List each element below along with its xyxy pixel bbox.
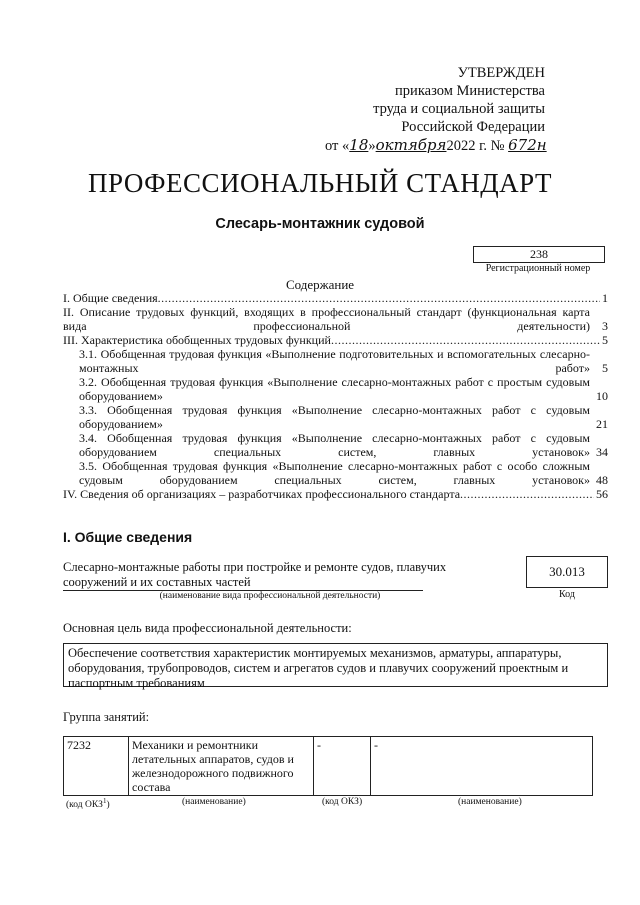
table-of-contents [63,291,608,501]
toc-entry[interactable] [63,347,608,375]
okz-code: 7232 [64,737,129,796]
toc-entry-text: 3.5. Обобщенная трудовая функция «Выполнение слесарно-монтажных работ с особо сложным судовым оборудованием специальных систем, главных установок» [79,459,590,487]
activity-kind: Слесарно-монтажные работы при постройке и ремонте судов, плавучих сооружений и их составных частей [63,560,447,589]
toc-entry[interactable] [63,403,608,431]
okz-name: - [371,737,593,796]
okz-code: - [314,737,371,796]
toc-entry[interactable]: IV. Сведения об организациях – разработчиках профессионального стандарта ..... 56 [63,487,608,501]
toc-page: 3 [602,319,608,333]
approval-date: от «18»октября2022 г. № 672н [325,136,547,154]
goal-text: Обеспечение соответствия характеристик монтируемых механизмов, арматуры, аппаратуры, оборудования, трубопроводов, систем и агрегатов судов и плавучих сооружений проектным и паспортным требованиям [63,643,608,687]
toc-entry[interactable]: I. Общие сведения ..... 1 [63,291,608,305]
approval-line: труда и социальной защиты [373,101,545,117]
document-subtitle: Слесарь-монтажник судовой [215,216,425,232]
toc-entry-text: 3.3. Обобщенная трудовая функция «Выполнение слесарно-монтажных работ с судовым оборудованием» [79,403,590,431]
registration-number: 238 [473,246,605,263]
toc-page: 10 [596,389,608,403]
caption-okz-code: (код ОКЗ$^1$) [66,797,110,811]
document-title: ПРОФЕССИОНАЛЬНЫЙ СТАНДАРТ [87,168,553,198]
date-month: октября [375,136,447,154]
goal-heading: Основная цель вида профессиональной деятельности: [63,621,352,635]
toc-entry-text: 3.2. Обобщенная трудовая функция «Выполнение слесарно-монтажных работ с простым судовым оборудованием» [79,375,590,403]
toc-entry[interactable]: III. Характеристика обобщенных трудовых функций ..... 5 [63,333,608,347]
approval-line: приказом Министерства [395,83,545,99]
table-row [64,737,593,796]
toc-page: 5 [602,361,608,375]
occupation-group-table [63,736,593,796]
activity-code: 30.013 [526,556,608,588]
approval-title: УТВЕРЖДЕН [457,65,545,81]
toc-page: 21 [596,417,608,431]
toc-entry-text: 3.1. Обобщенная трудовая функция «Выполнение подготовительных и вспомогательных слесарно-монтажных работ» [79,347,590,375]
code-caption: Код [559,589,575,600]
toc-page: 34 [596,445,608,459]
registration-label: Регистрационный номер [485,263,591,274]
date-day: 18 [349,136,369,154]
toc-entry[interactable] [63,375,608,403]
caption-name: (наименование) [458,797,522,807]
section-heading: I. Общие сведения [63,529,193,545]
toc-entry[interactable] [63,305,608,333]
toc-page: 48 [596,473,608,487]
toc-entry[interactable] [63,431,608,459]
toc-entry-text: II. Описание трудовых функций, входящих в профессиональный стандарт (функциональная карта вида профессиональной деятельности) [63,305,590,333]
approval-block [325,64,545,155]
okz-name: Механики и ремонтники летательных аппаратов, судов и железнодорожного подвижного состава [129,737,314,796]
toc-entry[interactable] [63,459,608,487]
order-number: 672н [508,136,547,154]
group-heading: Группа занятий: [63,710,150,724]
toc-entry-text: 3.4. Обобщенная трудовая функция «Выполнение слесарно-монтажных работ с судовым оборудованием специальных систем, главных установок» [79,431,590,459]
caption-okz-code: (код ОКЗ) [322,797,363,807]
activity-kind-caption: (наименование вида профессиональной деятельности) [159,591,381,601]
toc-heading: Содержание [285,277,355,292]
caption-name: (наименование) [182,797,246,807]
approval-line: Российской Федерации [401,119,545,135]
